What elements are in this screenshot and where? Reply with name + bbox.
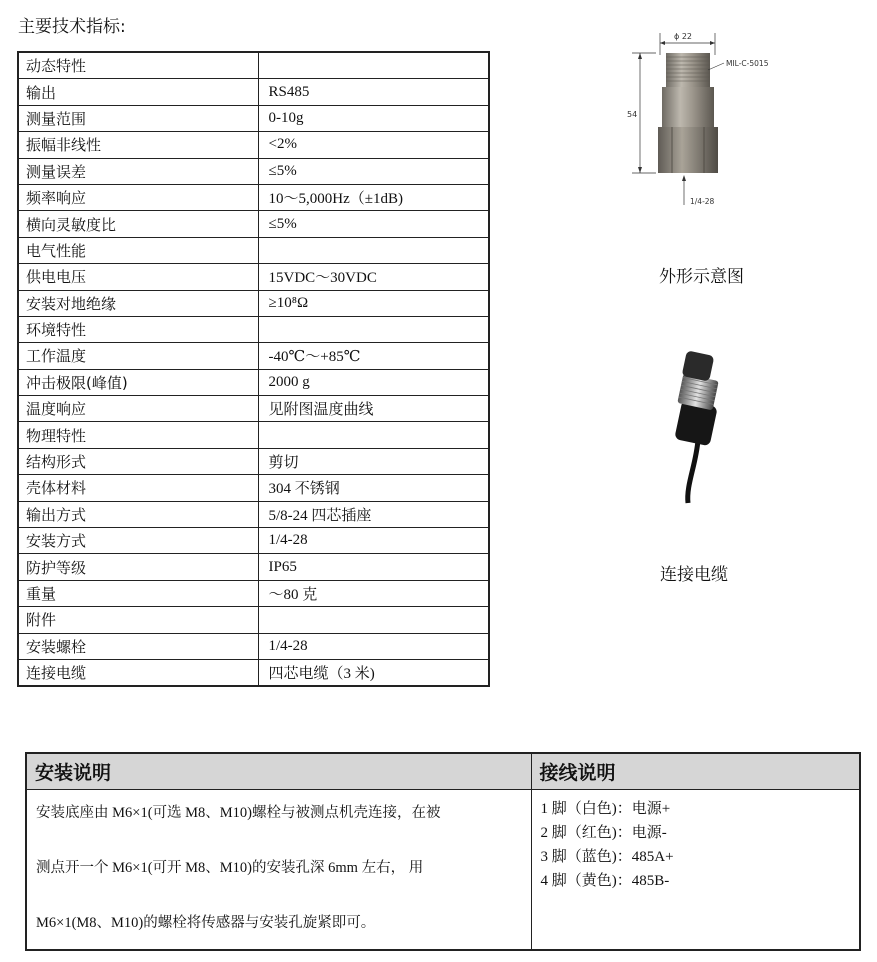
instructions-table (25, 752, 861, 951)
install-header: 安装说明 (26, 753, 531, 790)
spec-value: 1/4-28 (258, 633, 489, 659)
wiring-line: 2 脚（红色)：电源- (540, 825, 667, 841)
spec-value: 5/8-24 四芯插座 (258, 501, 489, 527)
spec-section-label: 电气性能 (18, 237, 258, 263)
wiring-header: 接线说明 (531, 753, 860, 790)
install-body (26, 790, 531, 950)
spec-section-label: 动态特性 (18, 52, 258, 79)
spec-row (18, 475, 489, 501)
dim-diameter-label: ϕ 22 (674, 32, 692, 41)
connector-label: MIL-C-5015 (726, 59, 769, 68)
spec-section-row (18, 237, 489, 263)
spec-label: 温度响应 (18, 396, 258, 422)
cable-image (660, 345, 740, 505)
spec-row (18, 659, 489, 686)
spec-label: 壳体材料 (18, 475, 258, 501)
spec-label: 频率响应 (18, 184, 258, 210)
outline-caption: 外形示意图 (659, 267, 744, 287)
spec-row (18, 211, 489, 237)
spec-table (17, 51, 490, 687)
spec-label: 供电电压 (18, 264, 258, 290)
install-line: M6×1(M8、M10)的螺栓将传感器与安装孔旋紧即可。 (36, 915, 376, 931)
spec-label: 工作温度 (18, 343, 258, 369)
spec-row (18, 528, 489, 554)
spec-label: 重量 (18, 580, 258, 606)
spec-label: 输出 (18, 79, 258, 105)
spec-value: 1/4-28 (258, 528, 489, 554)
spec-section-label: 附件 (18, 607, 258, 633)
spec-label: 输出方式 (18, 501, 258, 527)
spec-section-row (18, 52, 489, 79)
spec-row (18, 79, 489, 105)
spec-label: 连接电缆 (18, 659, 258, 686)
spec-label: 冲击极限(峰值) (18, 369, 258, 395)
spec-section-label: 物理特性 (18, 422, 258, 448)
spec-row (18, 369, 489, 395)
spec-row (18, 343, 489, 369)
wiring-body (531, 790, 860, 950)
spec-row (18, 184, 489, 210)
spec-value: <2% (258, 132, 489, 158)
cable-caption: 连接电缆 (660, 565, 728, 585)
spec-label: 防护等级 (18, 554, 258, 580)
spec-value: 2000 g (258, 369, 489, 395)
spec-value: IP65 (258, 554, 489, 580)
spec-value: 15VDC～30VDC (258, 264, 489, 290)
spec-section-label: 环境特性 (18, 316, 258, 342)
spec-label: 测量误差 (18, 158, 258, 184)
spec-section-row (18, 422, 489, 448)
spec-value: 10～5,000Hz（±1dB) (258, 184, 489, 210)
spec-label: 结构形式 (18, 448, 258, 474)
spec-row (18, 501, 489, 527)
spec-row (18, 290, 489, 316)
spec-value: ≤5% (258, 158, 489, 184)
install-line: 安装底座由 M6×1(可选 M8、M10)螺栓与被测点机壳连接，在被 (36, 805, 441, 821)
wiring-line: 1 脚（白色)：电源+ (540, 801, 671, 817)
spec-value: 304 不锈钢 (258, 475, 489, 501)
spec-row (18, 633, 489, 659)
spec-section-row (18, 607, 489, 633)
page-heading: 主要技术指标: (18, 17, 126, 37)
spec-section-row (18, 316, 489, 342)
spec-value (258, 52, 489, 79)
spec-row (18, 132, 489, 158)
spec-label: 测量范围 (18, 105, 258, 131)
spec-row (18, 105, 489, 131)
dim-height-label: 54 (627, 110, 638, 119)
spec-value (258, 316, 489, 342)
install-line: 测点开一个 M6×1(可开 M8、M10)的安装孔深 6mm 左右， 用 (36, 860, 424, 876)
wiring-line: 3 脚（蓝色)：485A+ (540, 849, 674, 865)
thread-label: 1/4-28 (690, 197, 715, 206)
spec-value: ～80 克 (258, 580, 489, 606)
spec-row (18, 580, 489, 606)
spec-row (18, 448, 489, 474)
spec-label: 安装方式 (18, 528, 258, 554)
spec-value: 剪切 (258, 448, 489, 474)
spec-value: 四芯电缆（3 米) (258, 659, 489, 686)
spec-label: 安装螺栓 (18, 633, 258, 659)
spec-value (258, 237, 489, 263)
spec-value: -40℃～+85℃ (258, 343, 489, 369)
spec-row (18, 158, 489, 184)
spec-value (258, 607, 489, 633)
wiring-line: 4 脚（黄色)：485B- (540, 873, 670, 889)
sensor-outline-drawing (600, 25, 780, 215)
spec-row (18, 396, 489, 422)
spec-value (258, 422, 489, 448)
spec-value: 0-10g (258, 105, 489, 131)
spec-label: 安装对地绝缘 (18, 290, 258, 316)
spec-row (18, 264, 489, 290)
spec-value: RS485 (258, 79, 489, 105)
spec-label: 横向灵敏度比 (18, 211, 258, 237)
spec-row (18, 554, 489, 580)
spec-value: 见附图温度曲线 (258, 396, 489, 422)
spec-label: 振幅非线性 (18, 132, 258, 158)
spec-value: ≥10⁸Ω (258, 290, 489, 316)
spec-value: ≤5% (258, 211, 489, 237)
